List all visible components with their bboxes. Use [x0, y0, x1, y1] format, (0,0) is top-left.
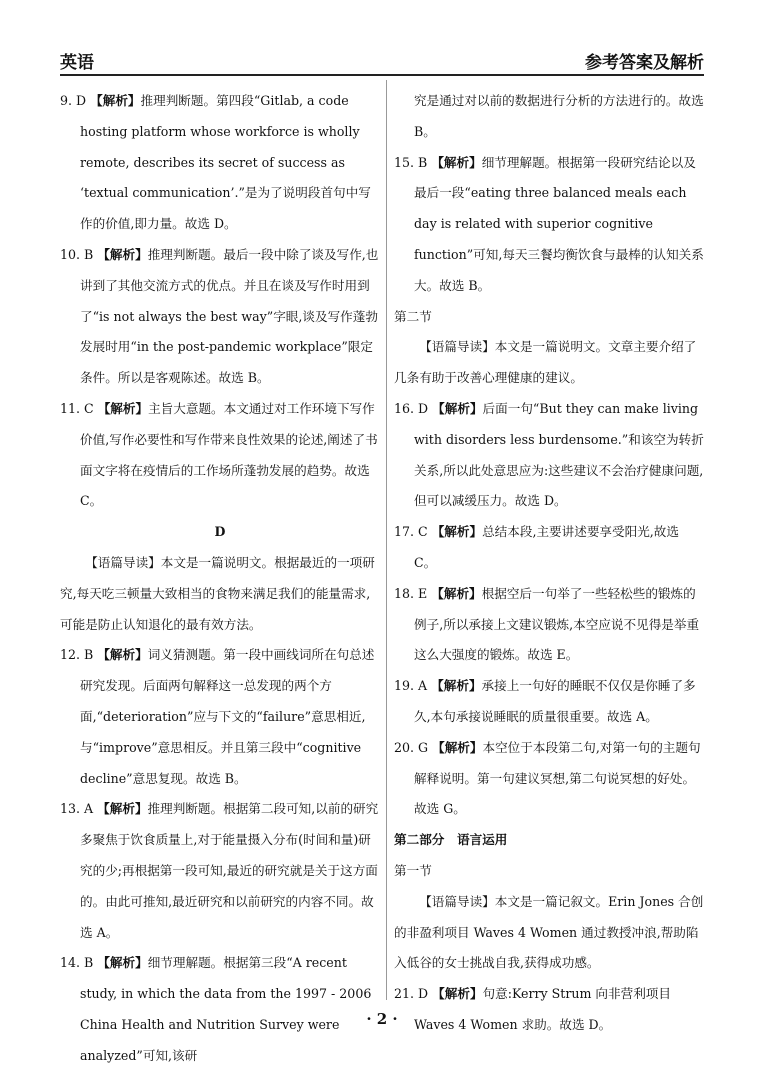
analysis-tag: 【解析】: [432, 739, 483, 755]
answer-number: 12. B: [60, 647, 94, 663]
answer-text: 根据空后一句举了一些轻松些的锻炼的例子,所以承接上文建议锻炼,本空应说不见得是举重这么大强度的锻炼。故选 E。: [414, 585, 700, 663]
passage-guide: 【语篇导读】本文是一篇说明文。文章主要介绍了几条有助于改善心理健康的建议。: [394, 339, 697, 386]
analysis-tag: 【解析】: [97, 801, 148, 817]
analysis-tag: 【解析】: [90, 93, 141, 108]
analysis-tag: 【解析】: [431, 678, 482, 694]
page-header: [60, 44, 704, 76]
answer-number: 9. D: [60, 93, 87, 108]
answer-text: 本空位于本段第二句,对第一句的主题句解释说明。第一句建议冥想,第二句说冥想的好处。故选 G。: [414, 739, 701, 817]
section-title: D: [214, 524, 226, 540]
answer-text: 推理判断题。第四段“Gitlab, a code hosting platform whose workforce is wholly remote, describes its secret of success as ‘textual communication’.”是为了说明段首句中写作的价值,即力量。故选 D。: [80, 93, 371, 232]
answer-number: 19. A: [394, 678, 428, 694]
analysis-tag: 【解析】: [97, 955, 148, 971]
part-heading: 第二部分 语言运用: [394, 832, 508, 848]
answer-text: 推理判断题。最后一段中除了谈及写作,也讲到了其他交流方式的优点。并且在谈及写作时用到了“is not always the best way”字眼,谈及写作蓬勃发展时用“in the post-pandemic workplace”限定条件。所以是客观陈述。故选 B。: [80, 246, 379, 386]
answer-number: 18. E: [394, 585, 428, 601]
right-column: [394, 86, 704, 1041]
answer-number: 15. B: [394, 154, 428, 170]
answer-number: 20. G: [394, 739, 429, 755]
answer-number: 10. B: [60, 246, 94, 262]
answer-text: 主旨大意题。本文通过对工作环境下写作价值,写作必要性和写作带来良性效果的论述,阐述了书面文字将在疫情后的工作场所蓬勃发展的趋势。故选 C。: [80, 400, 378, 509]
analysis-tag: 【解析】: [97, 246, 148, 262]
answer-text: 推理判断题。根据第二段可知,以前的研究多聚焦于饮食质量上,对于能量摄入分布(时间和量)研究的少;再根据第一段可知,最近的研究就是关于这方面的。由此可推知,最近研究和以前研究的内容不同。故选 A。: [80, 801, 379, 940]
analysis-tag: 【解析】: [432, 986, 483, 1002]
answer-item: [394, 733, 704, 825]
answer-item: [394, 148, 704, 302]
answer-item: [394, 394, 704, 517]
answer-text: 细节理解题。根据第一段研究结论以及最后一段“eating three balanced meals each day is related with superior cognitive function”可知,每天三餐均衡饮食与最棒的认知关系大。故选 B。: [414, 154, 704, 293]
answer-item: [60, 794, 380, 948]
answer-item: [60, 394, 380, 517]
answer-number: 16. D: [394, 400, 429, 416]
analysis-tag: 【解析】: [97, 400, 149, 416]
section-label: 究是通过对以前的数据进行分析的方法进行的。故选 B。: [414, 93, 704, 139]
section-label: 第一节: [394, 862, 432, 878]
answer-text: 总结本段,主要讲述要享受阳光,故选 C。: [414, 524, 679, 570]
answer-number: 21. D: [394, 986, 429, 1002]
answer-item: [394, 671, 704, 733]
answer-text: 句意:Kerry Strum 向非营利项目 Waves 4 Women 求助。故选 D。: [414, 986, 671, 1032]
left-column: [60, 86, 380, 1072]
answer-number: 17. C: [394, 524, 428, 540]
answer-item: [394, 579, 704, 671]
answer-item: [394, 517, 704, 579]
analysis-tag: 【解析】: [97, 647, 148, 663]
section-label: 第二节: [394, 308, 432, 324]
answer-number: 14. B: [60, 955, 94, 971]
answer-text: 承接上一句好的睡眠不仅仅是你睡了多久,本句承接说睡眠的质量很重要。故选 A。: [414, 678, 696, 724]
answer-number: 11. C: [60, 400, 94, 416]
subject-label: 英语: [60, 53, 94, 73]
answer-item: [60, 86, 380, 240]
passage-guide: 【语篇导读】本文是一篇记叙文。Erin Jones 合创的非盈利项目 Waves 4 Women 通过教授冲浪,帮助陷入低谷的女士挑战自我,获得成功感。: [394, 893, 704, 971]
answer-item: [60, 240, 380, 394]
answer-number: 13. A: [60, 801, 94, 817]
passage-guide: 【语篇导读】本文是一篇说明文。根据最近的一项研究,每天吃三顿量大致相当的食物来满足我们的能量需求,可能是防止认知退化的最有效方法。: [60, 554, 375, 632]
answer-text: 细节理解题。根据第三段“A recent study, in which the data from the 1997 - 2006 China Health and Nutrition Survey were analyzed”可知,该研: [80, 955, 372, 1063]
analysis-tag: 【解析】: [431, 154, 482, 170]
header-title: 参考答案及解析: [585, 53, 704, 73]
answer-item: [60, 640, 380, 794]
analysis-tag: 【解析】: [432, 400, 483, 416]
page-number: · 2 ·: [366, 1010, 398, 1028]
answer-text: 后面一句“But they can make living with disorders less burdensome.”和该空为转折关系,所以此处意思应为:这些建议不会治疗健康问题,但可以减缓压力。故选 D。: [414, 400, 704, 509]
analysis-tag: 【解析】: [431, 585, 482, 601]
answer-text: 词义猜测题。第一段中画线词所在句总述研究发现。后面两句解释这一总发现的两个方面,“deterioration”应与下文的“failure”意思相近,与“improve”意思相反。并且第三段中“cognitive decline”意思复现。故选 B。: [80, 647, 375, 786]
analysis-tag: 【解析】: [431, 524, 483, 540]
column-divider: [386, 80, 387, 1000]
